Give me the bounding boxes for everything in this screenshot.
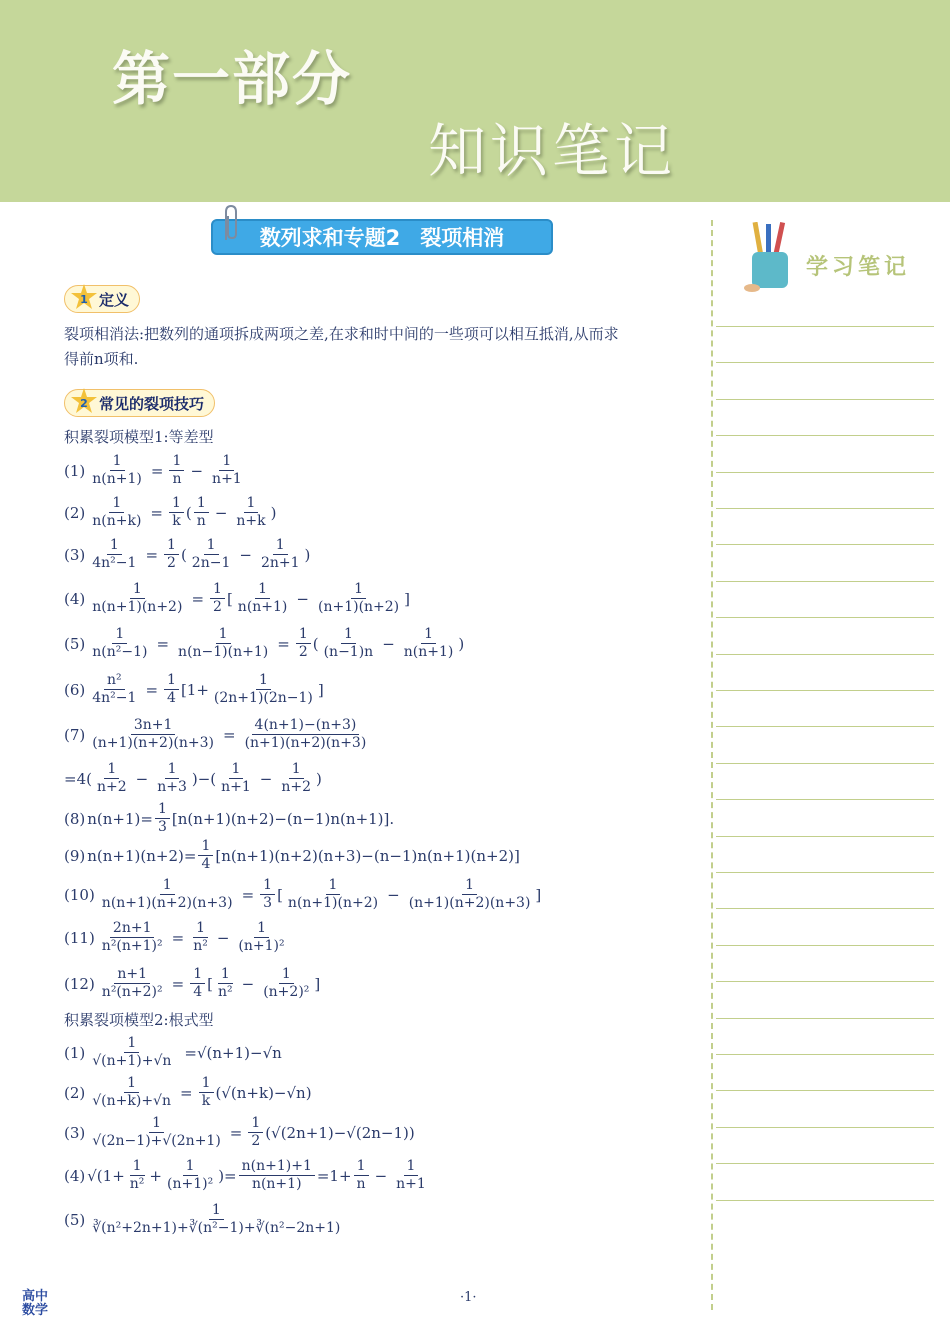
note-line [716, 1018, 934, 1019]
star-number-icon [69, 386, 99, 418]
note-line [716, 690, 934, 691]
topic-title [211, 219, 553, 255]
formula-index: (1) [64, 461, 86, 480]
note-line [716, 945, 934, 946]
note-line [716, 508, 934, 509]
model1-heading: 积累裂项模型1:等差型 [64, 428, 214, 446]
formula-5: (5) $\frac{1}{\text{n(n²−1)}}$ = $\frac{1}{n(n-1)(n+1)}$ = $\frac{1}{2}$ ( $\frac{1}{(n-1)n}$ − $\frac{1}{n(n+1)}$ ) [64, 626, 465, 660]
formula-3: (3) $\frac{1}{\text{4n²−1}}$ = $\frac{1}{2}$ ( $\frac{1}{2n-1}$ − $\frac{1}{2n+1}$ ) [64, 537, 311, 571]
note-line [716, 326, 934, 327]
formula-10: (10) $\frac{1}{n(n+1)(n+2)(n+3)}$ = $\frac{1}{3}$ [ $\frac{1}{n(n+1)(n+2)}$ − $\frac{1}{(n+1)(n+2)(n+3)}$ ] [64, 877, 542, 911]
root-formula-4: (4) √(1+ $\frac{1}{\text{n²}}$ + $\frac{1}{\text{(n+1)²}}$ )= $\frac{n(n+1)+1}{n(n+1)}$ =1+ $\frac{1}{n}$ − $\frac{1}{n+1}$ [64, 1158, 426, 1192]
formula-12: (12) $\frac{n+1}{\text{n²(n+2)²}}$ = $\frac{1}{4}$ [ $\frac{1}{\text{n²}}$ − $\frac{1}{\text{(n+2)²}}$ ] [64, 966, 321, 1000]
pencil-cup-icon [740, 222, 800, 294]
note-line [716, 836, 934, 837]
header-banner [0, 0, 950, 202]
notes-title: 学习笔记 [806, 254, 911, 280]
model2-heading: 积累裂项模型2:根式型 [64, 1011, 214, 1029]
note-line [716, 654, 934, 655]
note-line [716, 435, 934, 436]
root-formula-2: (2) $\frac{1}{√(n+k)+√n}$ = $\frac{1}{k}$ (√(n+k)−√n) [64, 1075, 312, 1109]
page-number: ·1· [460, 1290, 477, 1305]
formula-11: (11) $\frac{2n+1}{\text{n²(n+1)²}}$ = $\frac{1}{\text{n²}}$ − $\frac{1}{\text{(n+1)²}}$ [64, 920, 285, 954]
formula-2: (2) $\frac{1}{n(n+k)}$ = $\frac{1}{k}$ ( $\frac{1}{n}$ − $\frac{1}{n+k}$ ) [64, 495, 277, 529]
note-line [716, 544, 934, 545]
formula-7: (7) $\frac{3n+1}{(n+1)(n+2)(n+3)}$ = $\frac{4(n+1)-(n+3)}{(n+1)(n+2)(n+3)}$ [64, 717, 367, 751]
part-subtitle: 知识笔记 [428, 117, 677, 185]
svg-text:2: 2 [80, 397, 88, 410]
formula-8: (8) n(n+1)= $\frac{1}{3}$ [n(n+1)(n+2)−(n−1)n(n+1)]. [64, 801, 395, 835]
topic-title-left: 数列求和专题2 [259, 226, 401, 250]
note-line [716, 1163, 934, 1164]
section-techniques-badge [64, 389, 215, 417]
section-techniques-label: 常见的裂项技巧 [99, 394, 205, 413]
svg-text:1: 1 [80, 293, 88, 306]
note-line [716, 472, 934, 473]
note-line [716, 726, 934, 727]
note-line [716, 362, 934, 363]
formula-6: (6) $\frac{\text{n²}}{\text{4n²−1}}$ = $\frac{1}{4}$ [ 1+ $\frac{1}{(2n+1)(2n-1)}$ ] [64, 672, 324, 706]
notes-divider [711, 220, 713, 1310]
formula-1: (1) $\frac{1}{n(n+1)}$ = $\frac{1}{n}$ − $\frac{1}{n+1}$ [64, 453, 242, 487]
note-line [716, 1090, 934, 1091]
logo-line-2: 数学 [22, 1303, 49, 1318]
section-definition-badge [64, 285, 140, 313]
root-formula-5: (5) $\frac{1}{\text{∛(n²+2n+1)+∛(n²−1)+∛(n²−2n+1)}}$ [64, 1202, 341, 1236]
paperclip-icon [218, 204, 242, 244]
definition-line-2: 得前n项和. [64, 350, 139, 368]
formula-7-continued: =4( $\frac{1}{n+2}$ − $\frac{1}{n+3}$ )−( $\frac{1}{n+1}$ − $\frac{1}{n+2}$ ) [64, 761, 322, 795]
note-line [716, 763, 934, 764]
definition-line-1: 裂项相消法:把数列的通项拆成两项之差,在求和时中间的一些项可以相互抵消,从而求 [64, 325, 619, 343]
note-line [716, 1054, 934, 1055]
note-line [716, 908, 934, 909]
topic-title-right: 裂项相消 [420, 226, 505, 250]
note-line [716, 799, 934, 800]
section-definition-label: 定义 [99, 290, 130, 309]
root-formula-3: (3) $\frac{1}{√(2n-1)+√(2n+1)}$ = $\frac{1}{2}$ (√(2n+1)−√(2n−1)) [64, 1115, 415, 1149]
publisher-logo [22, 1290, 48, 1318]
logo-line-1: 高中 [22, 1289, 49, 1304]
root-formula-1: (1) $\frac{1}{√(n+1)+√n}$ =√(n+1)−√n [64, 1035, 282, 1069]
note-line [716, 872, 934, 873]
formula-9: (9) n(n+1)(n+2)= $\frac{1}{4}$ [n(n+1)(n+2)(n+3)−(n−1)n(n+1)(n+2)] [64, 838, 520, 872]
formula-4: (4) $\frac{1}{n(n+1)(n+2)}$ = $\frac{1}{2}$ [ $\frac{1}{n(n+1)}$ − $\frac{1}{(n+1)(n+2)}$ ] [64, 581, 410, 615]
note-line [716, 1200, 934, 1201]
note-line [716, 581, 934, 582]
note-line [716, 399, 934, 400]
star-number-icon [69, 282, 99, 314]
note-line [716, 981, 934, 982]
note-line [716, 617, 934, 618]
note-line [716, 1127, 934, 1128]
part-title: 第一部分 [112, 45, 353, 113]
